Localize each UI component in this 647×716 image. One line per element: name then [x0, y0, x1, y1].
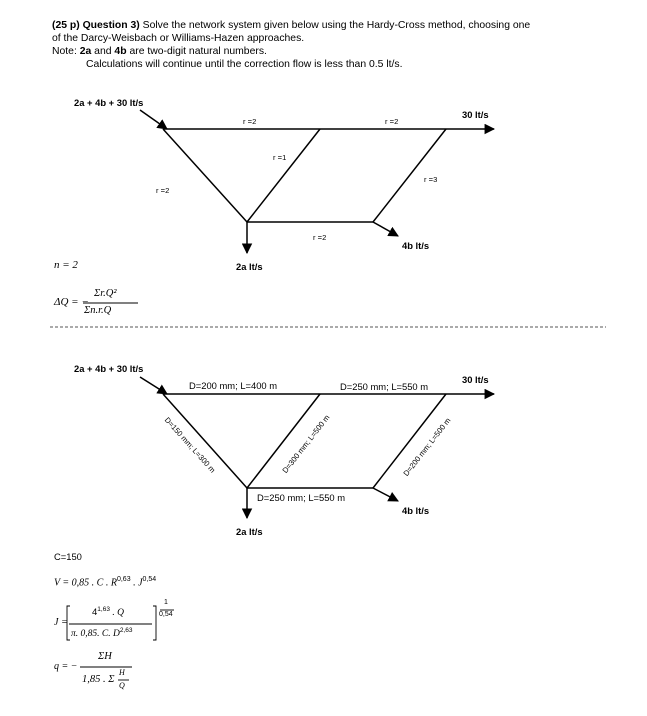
d2-inflow-label: 2a + 4b + 30 lt/s — [74, 363, 144, 374]
j-den-lead: π. 0,85. C. D — [71, 629, 120, 640]
c-constant: C=150 — [54, 551, 82, 562]
n-equation: n = 2 — [54, 259, 78, 271]
dq-lhs: ΔQ = − — [54, 296, 89, 308]
j-num-exp: 1,63 — [97, 606, 110, 613]
d1-r-right-diag: r =3 — [424, 175, 438, 184]
d2-pipe-right-diag-label: D=200 mm; L=500 m — [401, 416, 453, 478]
d1-mid-diag-pipe — [247, 129, 320, 222]
note-and: and — [91, 46, 115, 57]
v-exp-r: 0,63 — [116, 576, 131, 583]
d1-r-top-left: r =2 — [243, 117, 257, 126]
j-outer-exp-den: 0,54 — [159, 611, 173, 618]
q-den-frac-den: Q — [119, 681, 125, 690]
d2-outflow-bottom-right-label: 4b lt/s — [402, 505, 430, 516]
question-line-2: of the Darcy-Weisbach or Williams-Hazen approaches. — [52, 33, 305, 44]
d2-pipe-mid-diag-label: D=300 mm; L=500 m — [280, 413, 332, 475]
d1-left-diag-pipe — [163, 129, 247, 222]
v-mid: . J — [130, 577, 143, 589]
q-den-frac-num: H — [119, 668, 125, 677]
d2-outflow-bottom-left-label: 2a lt/s — [236, 526, 263, 537]
d2-left-diag-pipe — [163, 394, 247, 488]
d1-r-mid-diag: r =1 — [273, 153, 287, 162]
v-lhs: V = 0,85 . C . R — [54, 577, 117, 589]
dq-denominator: Σn.r.Q — [84, 305, 112, 316]
d1-r-bottom: r =2 — [313, 233, 327, 242]
d1-r-top-right: r =2 — [385, 117, 399, 126]
j-right-bracket — [153, 606, 156, 640]
q-den-lead: 1,85 . Σ — [82, 674, 115, 685]
d1-inflow-arrow — [140, 110, 167, 129]
j-num-base: 4 — [92, 607, 98, 619]
d2-outflow-right-label: 30 lt/s — [462, 374, 489, 385]
q-lhs: q = − — [54, 661, 78, 672]
question-line-1-text: Solve the network system given below using the Hardy-Cross method, choosing one — [139, 20, 531, 31]
note-var-b: 4b — [114, 46, 127, 57]
d1-outflow-right-label: 30 lt/s — [462, 109, 489, 120]
d2-pipe-top-left-label: D=200 mm; L=400 m — [189, 380, 278, 391]
d1-inflow-label: 2a + 4b + 30 lt/s — [74, 97, 144, 108]
d2-pipe-top-right-label: D=250 mm; L=550 m — [340, 381, 429, 392]
question-line-4: Calculations will continue until the correction flow is less than 0.5 lt/s. — [86, 59, 403, 70]
note-rest: are two-digit natural numbers. — [126, 46, 267, 57]
d1-r-left-diag: r =2 — [156, 186, 170, 195]
d2-inflow-arrow — [140, 377, 167, 394]
j-outer-exp-num: 1 — [164, 599, 168, 606]
note-label: Note: — [52, 46, 80, 57]
j-lhs: J = — [54, 617, 68, 628]
v-exp-j: 0,54 — [142, 576, 157, 583]
d2-pipe-bottom-label: D=250 mm; L=550 m — [257, 492, 346, 503]
question-heading: (25 p) Question 3) — [52, 20, 140, 31]
d1-outflow-bottom-right-arrow — [373, 222, 398, 236]
d2-pipe-left-diag-label: D=150 mm; L=300 m — [162, 415, 218, 475]
d2-outflow-bottom-right-arrow — [373, 488, 398, 501]
dq-numerator: Σr.Q² — [94, 288, 117, 299]
j-inner-numerator — [92, 606, 124, 618]
v-equation — [54, 576, 156, 588]
j-num-tail: . Q — [109, 608, 124, 619]
j-inner-denominator — [71, 627, 133, 639]
j-den-exp: 2,63 — [119, 627, 133, 634]
note-var-a: 2a — [79, 46, 92, 57]
d1-outflow-bottom-right-label: 4b lt/s — [402, 240, 430, 251]
q-numerator: ΣH — [98, 651, 112, 662]
d1-outflow-bottom-left-label: 2a lt/s — [236, 261, 263, 272]
